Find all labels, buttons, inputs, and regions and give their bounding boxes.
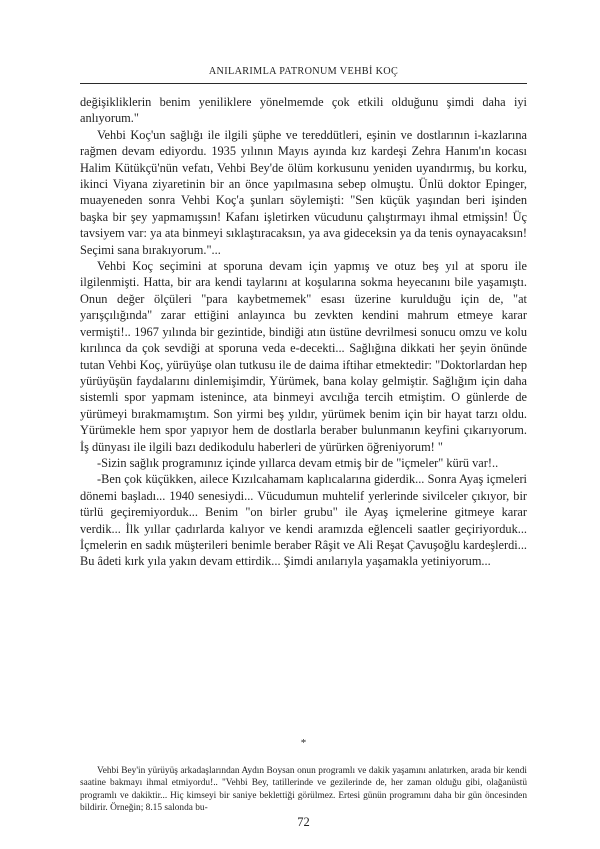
footnote-text: Vehbi Bey'in yürüyüş arkadaşlarından Aydın Boysan onun programlı ve dakik yaşamını anlatırken, arada bir kendi saatine bakmayı ihmal etmiyordu!.. "Vehbi Bey, tatillerinde ve gezilerinde de, her zaman olduğu gibi, olağanüstü programlı ve dakiktir... Hiç kimseyi bir saniye beklettiği görülmez. Ertesi günün programını daha bir gün öncesinden bildirir. Örneğin; 8.15 salonda bu- xyxy=(80,766,527,814)
page-number: 72 xyxy=(297,815,310,829)
body-text xyxy=(80,94,527,570)
footnote xyxy=(80,765,527,815)
footnote-separator: * xyxy=(300,737,307,749)
running-title: ANILARIMLA PATRONUM VEHBİ KOÇ xyxy=(208,66,399,77)
paragraph-3: Vehbi Koç seçimini at sporuna devam için yapmış ve otuz beş yıl at sporu ile ilgilenmişti. Hatta, bir ara kendi taylarını at koşularına sokma heyecanını bile yaşamıştı. Onun değer ölçüleri "para kaybetmemek" esası üzerine kurulduğu için de, "at yarışçılığında" zarar ettiğini anlayınca bu zevkten kendini mahrum etmeye karar vermişti!.. 1967 yılında bir gezintide, bindiği atın üstüne devrilmesi sonucu omzu ve kolu kırılınca da çok sevdiği at sporuna veda e-decekti... Sağlığına dikkati her şeyin önünde tutan Vehbi Koç, yürüyüşe olan tutkusu ile de daima iftihar etmektedir: "Doktorlardan hep yürüyüşün faydalarını dinlemişimdir, Yürümek, bana kolay gelmiştir. Sağlığım için daha sistemli spor yapmam istenince, ata binmeyi avcılığa tercih etmiştim. O günlerde de yürümeyi bırakmamıştım. Son yirmi beş yıldır, yürümek benim için bir hayat tarzı oldu. Yürümekle hem spor yapıyor hem de dostlarla beraber bulunmanın keyfini çıkarıyorum. İş dünyası ile ilgili bazı dedikodulu haberleri de yürürken öğreniyorum! " xyxy=(80,259,527,454)
paragraph-4: -Sizin sağlık programınız içinde yıllarca devam etmiş bir de "içmeler" kürü var!.. xyxy=(97,455,499,470)
paragraph-5: -Ben çok küçükken, ailece Kızılcahamam kaplıcalarına giderdik... Sonra Ayaş içmeleri dönemi başladı... 1940 senesiydi... Vücudumun muhtelif yerlerinde sivilceler çıkıyor, bir türlü geçiremiyorduk... Benim "on birler grubu" ile Ayaş içmelerine gitmeye karar verdik... İlk yıllar çadırlarda kalıyor ve kendi aramızda eğlenceli saatler geçiriyorduk... İçmelerin en sadık müşterileri benimle beraber Râşit ve Ali Reşat Çavuşoğlu kardeşlerdi... Bu âdeti kırk yıla yakın devam ettirdik... Şimdi anılarıyla yaşamakla yetiniyorum... xyxy=(80,472,527,569)
paragraph-1: değişikliklerin benim yeniliklere yönelmemde çok etkili olduğunu şimdi daha iyi anlıyorum." xyxy=(80,95,527,126)
paragraph-2: Vehbi Koç'un sağlığı ile ilgili şüphe ve tereddütleri, eşinin ve dostlarının i-kazlarına rağmen devam ediyordu. 1935 yılının Mayıs ayında kız kardeşi Zehra Hanım'ın kocası Halim Kütükçü'nün vefatı, Vehbi Bey'de ölüm korkusunu yeniden uyandırmış, bu korku, ikinci Viyana ziyaretinin bir an önce yapılmasına sebep olmuştu. Ünlü doktor Epinger, muayeneden sonra Vehbi Koç'a şunları söylemişti: "Sen küçük yaşından beri işinden başka bir şey yapmamışsın! Kafanı işletirken vücudunu çalıştırmayı ihmal etmişsin! Üç tavsiyem var: ya ata binmeyi sıklaştıracaksın, ya ava gideceksin ya da tenis oynayacaksın! Seçimi sana bırakıyorum."... xyxy=(80,127,527,257)
header-rule xyxy=(80,83,527,84)
